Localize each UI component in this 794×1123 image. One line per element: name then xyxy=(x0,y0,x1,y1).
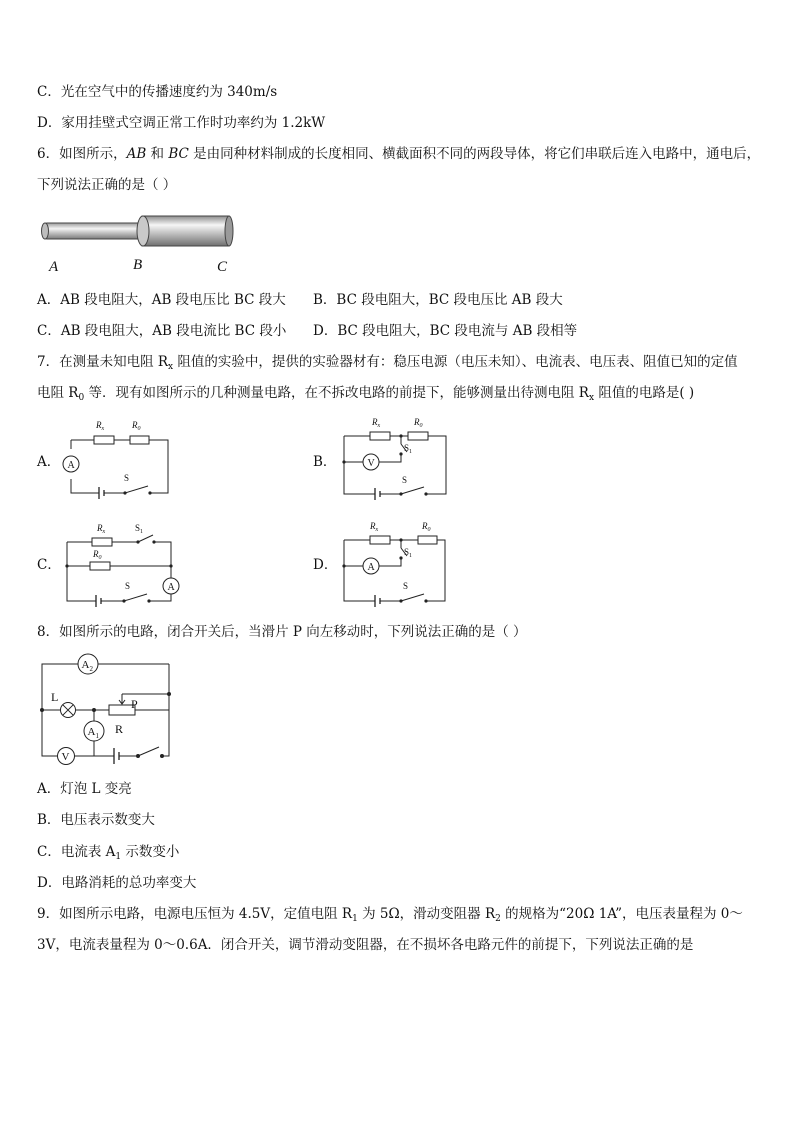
q7-option-d-label: D． xyxy=(313,557,338,573)
svg-text:S1: $S_1$ xyxy=(135,523,144,535)
svg-text:S: S xyxy=(403,581,409,591)
q6-option-d: D．BC 段电阻大，BC 段电流与 AB 段相等 xyxy=(313,323,578,339)
q9-stem-line1: 9．如图所示电路，电源电压恒为 4.5V，定值电阻 $R_1$ 为 5Ω，滑动变阻器 $R_2$ 的规格为“20Ω 1A”，电压表量程为 0～ xyxy=(37,906,743,924)
svg-text:A: A xyxy=(67,460,75,471)
svg-text:Rx: $R_x$ xyxy=(370,521,379,533)
label-rx: $R_x$ xyxy=(96,420,105,432)
q9-stem-line2: 3V，电流表量程为 0～0.6A．闭合开关，调节滑动变阻器，在不损坏各电路元件的前提下，下列说法正确的是 xyxy=(37,937,694,953)
label-r0: $R_0$ xyxy=(132,420,141,432)
q7-option-b-label: B． xyxy=(313,454,337,470)
label-s: S xyxy=(124,473,130,483)
q7-option-a-label: A． xyxy=(37,454,61,470)
q7-stem-line2: 电阻 $R_0$ 等．现有如图所示的几种测量电路，在不拆改电路的前提下，能够测量出待测电阻 $R_x$ 阻值的电路是( ) xyxy=(37,385,695,403)
resistor-r0 xyxy=(408,432,428,440)
label-a: A xyxy=(49,259,59,275)
q8-option-c: C．电流表 $A_1$ 示数变小 xyxy=(37,844,180,862)
resistor-rx xyxy=(92,538,112,546)
svg-text:S: S xyxy=(402,475,408,485)
q5-option-c: C．光在空气中的传播速度约为 340m/s xyxy=(37,84,278,100)
label-p: P xyxy=(131,697,138,711)
svg-text:S1: $S_1$ xyxy=(404,443,413,455)
svg-text:R0: $R_0$ xyxy=(422,521,431,533)
q7-stem-line1: 7．在测量未知电阻 $R_x$ 阻值的实验中，提供的实验器材有：稳压电源（电压未知）、电流表、电压表、阻值已知的定值 xyxy=(37,354,738,372)
svg-text:A2: $A_2$ xyxy=(81,659,93,673)
thin-conductor-ab xyxy=(44,223,150,239)
label-l: L xyxy=(51,690,59,704)
q6-conductor-figure xyxy=(40,212,240,276)
svg-text:R0: $R_0$ xyxy=(93,549,102,561)
svg-text:Rx: $R_x$ xyxy=(97,523,106,535)
q8-option-d: D．电路消耗的总功率变大 xyxy=(37,875,197,891)
q7-circuit-c xyxy=(58,518,188,604)
svg-text:Rx: $R_x$ xyxy=(372,417,381,429)
resistor-r0 xyxy=(418,536,437,544)
q7-option-c-label: C． xyxy=(37,557,61,573)
label-r: R xyxy=(115,722,124,736)
svg-text:S1: $S_1$ xyxy=(404,547,413,559)
q8-option-a: A．灯泡 L 变亮 xyxy=(37,781,132,797)
svg-text:A1: $A_1$ xyxy=(87,726,99,740)
q8-stem: 8．如图所示的电路，闭合开关后，当滑片 P 向左移动时，下列说法正确的是（ ） xyxy=(37,624,527,640)
svg-text:A: A xyxy=(367,562,375,573)
q6-option-a: A．AB 段电阻大，AB 段电压比 BC 段大 xyxy=(37,292,286,308)
thick-conductor-bc xyxy=(142,216,229,246)
q8-option-b: B．电压表示数变大 xyxy=(37,812,155,828)
q7-circuit-b xyxy=(333,414,453,498)
resistor-r0 xyxy=(90,562,110,570)
q6-stem-line1: 6．如图所示，AB 和 BC 是由同种材料制成的长度相同、横截面积不同的两段导体，将它们串联后连入电路中，通电后， xyxy=(37,146,761,162)
svg-text:S: S xyxy=(125,581,131,591)
resistor-r0 xyxy=(130,436,149,444)
svg-text:R0: $R_0$ xyxy=(414,417,423,429)
label-b: B xyxy=(133,257,143,273)
q6-option-b: B．BC 段电阻大，BC 段电压比 AB 段大 xyxy=(313,292,563,308)
q7-circuit-d xyxy=(333,516,453,604)
resistor-rx xyxy=(94,436,114,444)
resistor-rx xyxy=(370,536,390,544)
q5-option-d: D．家用挂壁式空调正常工作时功率约为 1.2kW xyxy=(37,115,326,131)
resistor-rx xyxy=(370,432,390,440)
q8-circuit-figure xyxy=(38,652,178,770)
svg-text:V: V xyxy=(61,751,70,763)
label-c: C xyxy=(217,259,228,275)
q7-circuit-a xyxy=(58,416,178,498)
q6-stem-line2: 下列说法正确的是（ ） xyxy=(37,177,177,193)
svg-text:V: V xyxy=(367,458,375,469)
svg-text:A: A xyxy=(167,582,175,593)
q6-option-c: C．AB 段电阻大，AB 段电流比 BC 段小 xyxy=(37,323,287,339)
